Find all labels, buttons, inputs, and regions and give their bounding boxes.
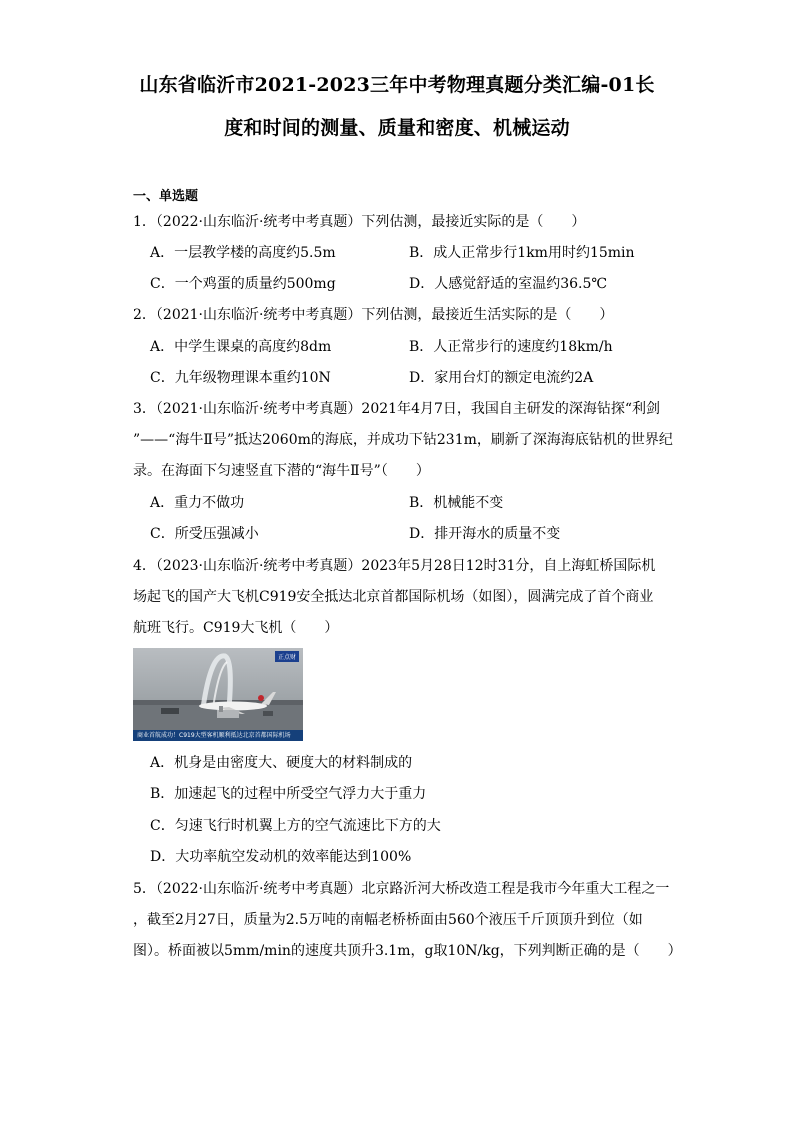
question-3-option-c: C．所受压强减小 <box>150 526 259 542</box>
question-1-option-a: A．一层教学楼的高度约5.5m <box>150 245 336 261</box>
question-1-stem: 1．（2022·山东临沂·统考中考真题）下列估测，最接近实际的是（ ） <box>133 214 586 230</box>
news-logo: 正点财 <box>275 651 299 662</box>
document-title-line-2: 度和时间的测量、质量和密度、机械运动 <box>224 117 570 139</box>
question-3-option-a: A．重力不做功 <box>150 495 245 511</box>
section-heading: 一、单选题 <box>133 189 199 204</box>
document-title-line-1: 山东省临沂市2021-2023三年中考物理真题分类汇编-01长 <box>139 74 655 96</box>
question-2-option-a: A．中学生课桌的高度约8dm <box>150 339 332 355</box>
question-2-stem: 2．（2021·山东临沂·统考中考真题）下列估测，最接近生活实际的是（ ） <box>133 307 614 323</box>
question-1-option-c: C．一个鸡蛋的质量约500mg <box>150 276 336 292</box>
photo-caption: 商业首航成功！C919大型客机顺利抵达北京首都国际机场 <box>133 730 303 741</box>
question-3-stem-line-1: 3．（2021·山东临沂·统考中考真题）2021年4月7日，我国自主研发的深海钻探“利剑 <box>133 401 661 417</box>
c919-airport-photo <box>133 648 303 741</box>
question-2-option-b: B．人正常步行的速度约18km/h <box>409 339 613 355</box>
question-2-option-c: C．九年级物理课本重约10N <box>150 370 331 386</box>
question-1-option-b: B．成人正常步行1km用时约15min <box>409 245 635 261</box>
question-4-option-c: C．匀速飞行时机翼上方的空气流速比下方的大 <box>150 818 441 834</box>
question-3-stem-line-2: ”——“海牛Ⅱ号”抵达2060m的海底，并成功下钻231m，刷新了深海海底钻机的世界纪 <box>133 432 673 448</box>
question-3-stem-line-3: 录。在海面下匀速竖直下潜的“海牛Ⅱ号”（ ） <box>133 463 430 479</box>
question-3-option-d: D．排开海水的质量不变 <box>409 526 561 542</box>
question-4-stem-line-3: 航班飞行。C919大飞机（ ） <box>133 620 339 636</box>
question-5-stem-line-1: 5．（2022·山东临沂·统考中考真题）北京路沂河大桥改造工程是我市今年重大工程之一 <box>133 881 670 897</box>
question-4-option-d: D．大功率航空发动机的效率能达到100% <box>150 849 412 865</box>
question-3-option-b: B．机械能不变 <box>409 495 504 511</box>
question-5-stem-line-3: 图）。桥面被以5mm/min的速度共顶升3.1m，g取10N/kg，下列判断正确的是（ ） <box>133 943 682 959</box>
question-4-option-a: A．机身是由密度大、硬度大的材料制成的 <box>150 755 413 771</box>
question-4-option-b: B．加速起飞的过程中所受空气浮力大于重力 <box>150 786 427 802</box>
question-4-stem-line-1: 4．（2023·山东临沂·统考中考真题）2023年5月28日12时31分，自上海虹桥国际机 <box>133 558 656 574</box>
question-4-stem-line-2: 场起飞的国产大飞机C919安全抵达北京首都国际机场（如图），圆满完成了首个商业 <box>133 589 654 605</box>
question-2-option-d: D．家用台灯的额定电流约2A <box>409 370 594 386</box>
question-5-stem-line-2: ，截至2月27日，质量为2.5万吨的南幅老桥桥面由560个液压千斤顶顶升到位（如 <box>133 912 643 928</box>
question-1-option-d: D．人感觉舒适的室温约36.5℃ <box>409 276 608 292</box>
